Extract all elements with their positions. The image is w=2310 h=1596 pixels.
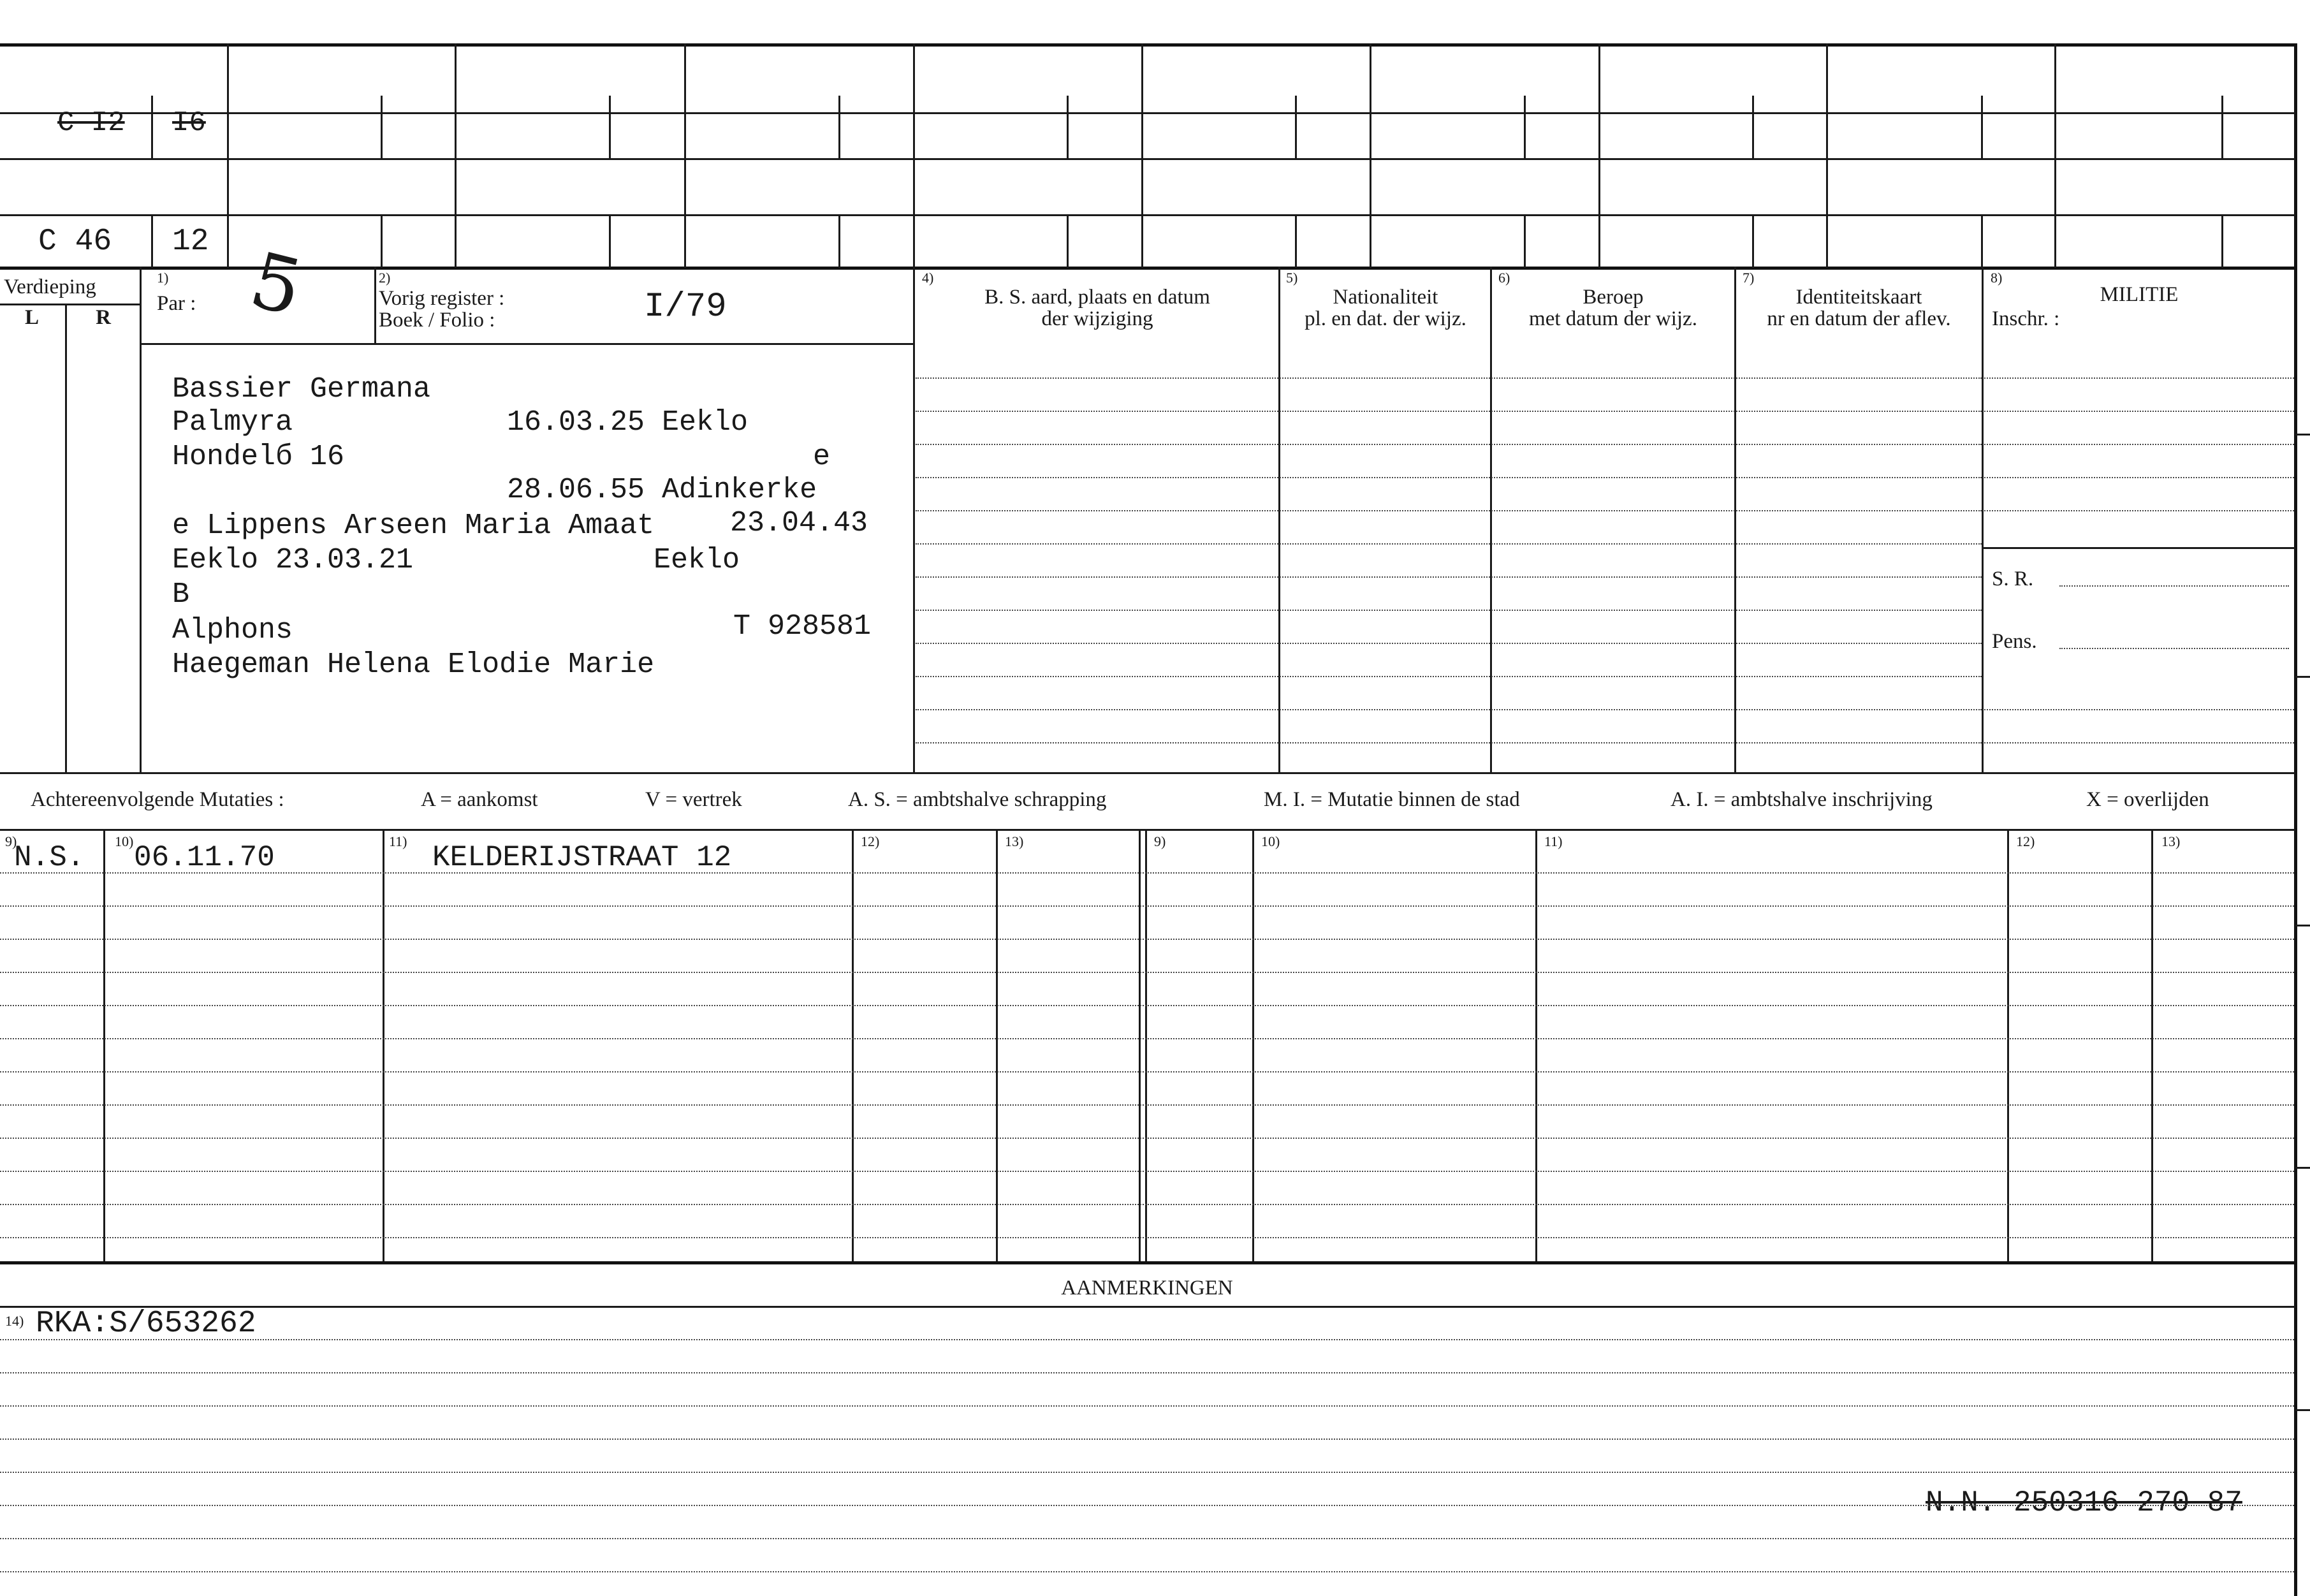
mut-dotted-row <box>0 939 2294 940</box>
margin-tick <box>2295 1167 2310 1169</box>
person-line5-date: 23.04.43 <box>730 507 868 539</box>
mut-vline <box>383 829 384 1263</box>
dotted-row <box>916 742 1982 743</box>
col-vline-person <box>913 267 915 772</box>
dotted-row <box>916 709 1982 710</box>
grid-vline-minor <box>2221 214 2223 268</box>
militie-num: 8) <box>1991 270 2003 286</box>
grid-vline <box>684 43 686 268</box>
old-code-right: I6 <box>172 107 206 139</box>
legend-top-line <box>0 772 2295 774</box>
mut-dotted-row <box>0 1237 2294 1238</box>
dotted-row <box>916 444 1982 445</box>
par-label: Par : <box>157 292 196 315</box>
grid-vline-minor <box>1067 214 1069 268</box>
mut-col-num: 13) <box>1005 833 1024 849</box>
remarks-title: AANMERKINGEN <box>1061 1277 1233 1299</box>
grid-vline-minor <box>1752 214 1754 268</box>
col-vline-r <box>140 267 142 772</box>
floor-r-label: R <box>96 306 111 329</box>
remarks-dotted-row <box>0 1405 2294 1407</box>
mut-col-num: 9) <box>5 833 17 849</box>
mut-vline <box>1252 829 1254 1263</box>
legend-title: Achtereenvolgende Mutaties : <box>31 788 284 811</box>
legend-v: V = vertrek <box>645 788 742 811</box>
margin-tick <box>2295 925 2310 926</box>
person-line6: Eeklo 23.03.21 <box>172 544 414 576</box>
top-border <box>0 43 2295 47</box>
mut-vline <box>103 829 105 1263</box>
person-line7: B <box>172 578 190 611</box>
dotted-row <box>1984 510 2294 511</box>
grid-vline <box>227 43 229 268</box>
col-vline-par <box>374 267 376 343</box>
beroep-line1: Beroep <box>1583 286 1644 309</box>
militie-sr: S. R. <box>1992 567 2034 590</box>
grid-vline-minor <box>1524 214 1526 268</box>
dotted-row <box>916 643 1982 644</box>
grid-vline <box>1598 43 1600 268</box>
floor-l-label: L <box>24 306 39 329</box>
dotted-row <box>1984 477 2294 478</box>
dotted-row <box>916 576 1982 578</box>
grid-vline <box>913 43 915 268</box>
bs-num: 4) <box>922 270 934 286</box>
grid-vline-minor <box>1981 214 1983 268</box>
code-left: C 46 <box>38 224 112 259</box>
dotted-row <box>916 510 1982 511</box>
grid-vline <box>1141 43 1143 268</box>
mut-vline <box>852 829 854 1263</box>
person-line1: Bassier Germana <box>172 373 431 406</box>
legend-mi: M. I. = Mutatie binnen de stad <box>1264 788 1520 811</box>
person-line3: Hondelб 16 <box>172 441 345 473</box>
mut-row1-c9: N.S. <box>14 841 85 874</box>
remarks-nn: N.N. 250316 270 87 <box>1926 1486 2242 1519</box>
par-num: 1) <box>157 270 169 286</box>
dotted-row <box>1984 709 2294 710</box>
header-bottom-line <box>142 343 915 345</box>
bs-line1: B. S. aard, plaats en datum <box>984 286 1210 309</box>
grid-vline-minor <box>151 214 153 268</box>
grid-vline-minor <box>1752 96 1754 159</box>
mut-dotted-row <box>0 1071 2294 1073</box>
margin-tick <box>2295 1409 2310 1411</box>
militie-pens: Pens. <box>1992 630 2037 653</box>
remarks-num: 14) <box>5 1313 24 1329</box>
col-vline-id <box>1982 267 1984 772</box>
mut-col-num: 10) <box>115 833 134 849</box>
grid-vline-minor <box>609 96 611 159</box>
grid-vline-minor <box>1295 214 1297 268</box>
person-line2-name: Palmyra <box>172 406 293 439</box>
mut-dotted-row <box>0 1171 2294 1172</box>
nat-line2: pl. en dat. der wijz. <box>1305 307 1466 330</box>
militie-divider <box>1982 547 2295 549</box>
pens-dots <box>2059 648 2289 649</box>
remarks-dotted-row <box>0 1538 2294 1539</box>
col-vline-ber <box>1734 267 1736 772</box>
right-border <box>2294 43 2297 1596</box>
remarks-top-line <box>0 1261 2295 1264</box>
person-line8: Alphons <box>172 614 293 647</box>
dotted-row <box>916 411 1982 412</box>
grid-vline-minor <box>838 96 840 159</box>
person-line5: e Lippens Arseen Maria Amaat <box>172 509 655 542</box>
mut-dotted-row <box>0 1038 2294 1039</box>
grid-vline-minor <box>1295 96 1297 159</box>
dotted-row <box>1984 411 2294 412</box>
grid-vline <box>455 43 457 268</box>
dotted-row <box>916 377 1982 379</box>
legend-a: A = aankomst <box>421 788 538 811</box>
boek-label: Boek / Folio : <box>379 309 495 332</box>
militie-inschr: Inschr. : <box>1992 307 2060 330</box>
beroep-line2: met datum der wijz. <box>1529 307 1697 330</box>
mut-row1-c11: KELDERIJSTRAAT 12 <box>432 841 732 874</box>
mut-col-num: 12) <box>861 833 880 849</box>
grid-vline-minor <box>1981 96 1983 159</box>
grid-vline-minor <box>381 96 383 159</box>
mut-dotted-row <box>0 1104 2294 1106</box>
remarks-dotted-row <box>0 1339 2294 1340</box>
grid-vline <box>1826 43 1828 268</box>
remarks-dotted-row <box>0 1571 2294 1572</box>
legend-ai: A. I. = ambtshalve inschrijving <box>1670 788 1933 811</box>
code-right: 12 <box>172 224 209 259</box>
mut-vline <box>2151 829 2153 1263</box>
mut-col-num: 11) <box>389 833 407 849</box>
nat-num: 5) <box>1286 270 1298 286</box>
bs-line2: der wijziging <box>1041 307 1153 330</box>
person-line2-date: 16.03.25 Eeklo <box>507 406 749 439</box>
remarks-dotted-row <box>0 1505 2294 1506</box>
col-vline-l <box>65 304 67 772</box>
mut-vline <box>996 829 998 1263</box>
dotted-row <box>916 610 1982 611</box>
mut-col-num: 11) <box>1544 833 1563 849</box>
mut-col-num: 10) <box>1261 833 1280 849</box>
dotted-row <box>1984 444 2294 445</box>
grid-vline-minor <box>381 214 383 268</box>
dotted-row <box>916 477 1982 478</box>
id-line2: nr en datum der aflev. <box>1767 307 1951 330</box>
remarks-line1: RKA:S/653262 <box>36 1307 256 1341</box>
person-line4: 28.06.55 Adinkerke <box>507 474 817 506</box>
grid-vline-minor <box>1524 96 1526 159</box>
mut-dotted-row <box>0 872 2294 874</box>
grid-vline-minor <box>609 214 611 268</box>
verdieping-label: Verdieping <box>4 275 96 298</box>
vorig-label: Vorig register : <box>379 287 505 310</box>
id-num: 7) <box>1743 270 1755 286</box>
mut-vline-double <box>1139 829 1141 1263</box>
mut-vline-double <box>1145 829 1147 1263</box>
par-value-handwritten: 5 <box>242 235 311 334</box>
grid-vline <box>2054 43 2056 268</box>
grid-vline-minor <box>838 214 840 268</box>
legend-as: A. S. = ambtshalve schrapping <box>848 788 1107 811</box>
mut-col-num: 12) <box>2016 833 2035 849</box>
margin-tick <box>2295 434 2310 436</box>
mut-dotted-row <box>0 905 2294 907</box>
grid-vline <box>1370 43 1371 268</box>
mut-row1-c10: 06.11.70 <box>134 841 275 874</box>
vorig-value: I/79 <box>644 288 727 326</box>
dotted-row <box>1984 377 2294 379</box>
mut-vline <box>2007 829 2009 1263</box>
grid-line <box>0 214 2295 216</box>
vorig-num: 2) <box>379 270 391 286</box>
remarks-dotted-row <box>0 1472 2294 1473</box>
person-line8-id: T 928581 <box>733 610 872 643</box>
mut-col-num: 13) <box>2161 833 2181 849</box>
mut-dotted-row <box>0 972 2294 973</box>
legend-x: X = overlijden <box>2086 788 2209 811</box>
col-vline-nat <box>1490 267 1492 772</box>
mut-col-num: 9) <box>1154 833 1166 849</box>
remarks-header-line <box>0 1306 2295 1308</box>
dotted-row <box>916 543 1982 545</box>
mut-dotted-row <box>0 1138 2294 1139</box>
mut-dotted-row <box>0 1204 2294 1205</box>
remarks-dotted-row <box>0 1372 2294 1373</box>
beroep-num: 6) <box>1498 270 1510 286</box>
old-code-left: C I2 <box>57 107 125 139</box>
dotted-row <box>916 676 1982 677</box>
remarks-dotted-row <box>0 1439 2294 1440</box>
col-vline-bs <box>1278 267 1280 772</box>
sr-dots <box>2059 585 2289 587</box>
grid-vline-minor <box>2221 96 2223 159</box>
id-line1: Identiteitskaart <box>1795 286 1922 309</box>
person-line6-place: Eeklo <box>654 544 740 576</box>
grid-vline-minor <box>151 96 153 159</box>
militie-title: MILITIE <box>2100 283 2179 306</box>
grid-line <box>0 158 2295 160</box>
dotted-row <box>1984 742 2294 743</box>
mut-dotted-row <box>0 1005 2294 1006</box>
margin-tick <box>2295 676 2310 678</box>
mutations-top-line <box>0 829 2295 831</box>
person-line9: Haegeman Helena Elodie Marie <box>172 648 655 681</box>
grid-vline-minor <box>1067 96 1069 159</box>
header-top-line <box>0 267 2295 270</box>
grid-line <box>0 112 2295 114</box>
nat-line1: Nationaliteit <box>1333 286 1438 309</box>
person-line3-e: e <box>813 441 831 473</box>
mut-vline <box>1535 829 1537 1263</box>
verdieping-divider <box>0 304 142 305</box>
